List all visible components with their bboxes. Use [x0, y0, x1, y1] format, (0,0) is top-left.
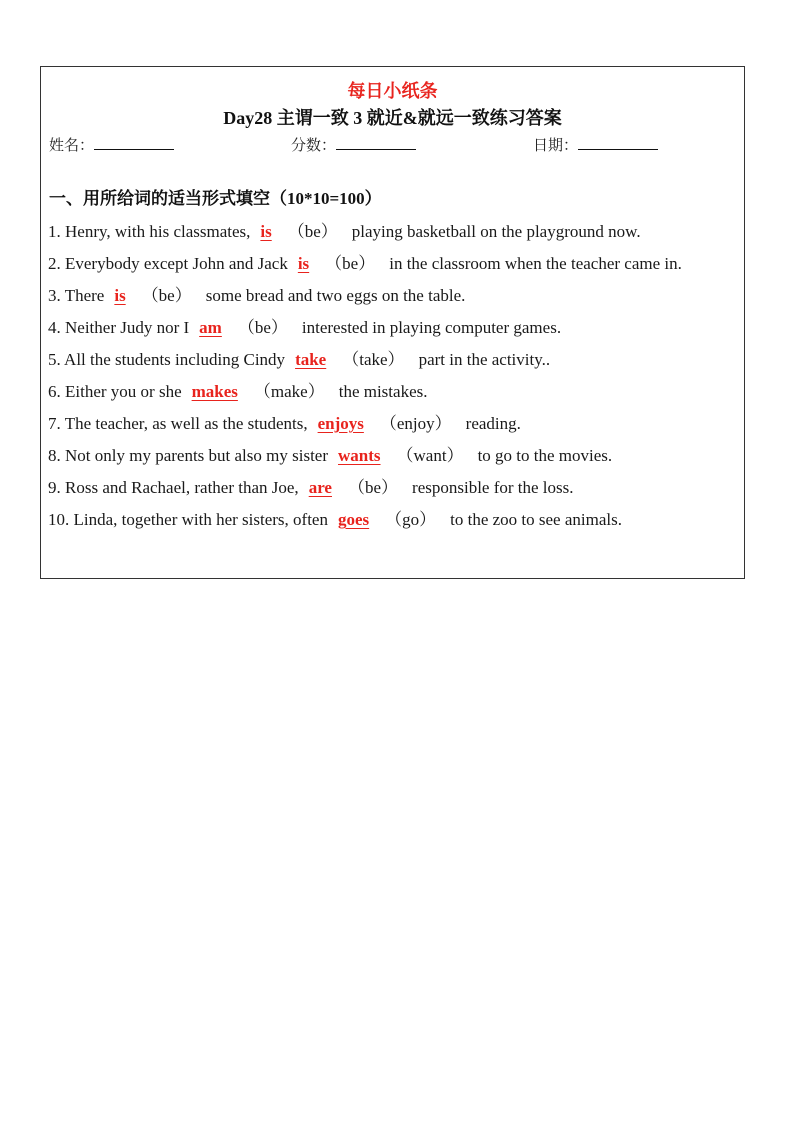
question-suffix: playing basketball on the playground now. [351, 222, 641, 241]
question-suffix: in the classroom when the teacher came in. [389, 254, 682, 273]
question-prefix: 5. All the students including Cindy [48, 350, 286, 369]
question-4 [48, 313, 561, 338]
question-9 [48, 473, 574, 498]
answer-blank: am [199, 318, 222, 337]
question-6 [48, 377, 427, 402]
answer-blank: is [114, 286, 126, 305]
question-hint: （be） [141, 286, 192, 305]
question-suffix: responsible for the loss. [412, 478, 574, 497]
question-suffix: part in the activity.. [418, 350, 551, 369]
question-8 [48, 441, 612, 466]
question-1 [48, 217, 641, 242]
answer-blank: is [297, 254, 310, 273]
worksheet-subtitle: Day28 主谓一致 3 就近&就远一致练习答案 [223, 108, 562, 128]
question-prefix: 8. Not only my parents but also my sister [48, 446, 329, 465]
section-heading: 一、用所给词的适当形式填空（10*10=100） [49, 189, 382, 208]
question-hint: （be） [287, 222, 338, 241]
question-hint: （make） [253, 382, 325, 401]
worksheet-title: 每日小纸条 [347, 81, 438, 101]
answer-blank: makes [191, 382, 238, 401]
question-prefix: 4. Neither Judy nor I [48, 318, 190, 337]
question-prefix: 1. Henry, with his classmates, [48, 222, 251, 241]
worksheet [40, 66, 745, 579]
question-2 [48, 249, 682, 274]
question-suffix: the mistakes. [338, 382, 428, 401]
question-prefix: 3. There [48, 286, 105, 305]
question-suffix: interested in playing computer games. [301, 318, 562, 337]
question-5 [48, 345, 550, 370]
question-prefix: 6. Either you or she [48, 382, 182, 401]
answer-blank: enjoys [317, 414, 364, 433]
question-hint: （go） [385, 510, 437, 529]
question-prefix: 2. Everybody except John and Jack [48, 254, 288, 273]
answer-blank: is [260, 222, 272, 241]
question-suffix: some bread and two eggs on the table. [205, 286, 466, 305]
question-10 [48, 505, 622, 530]
question-7 [48, 409, 521, 434]
score-field [291, 134, 416, 155]
question-prefix: 7. The teacher, as well as the students, [48, 414, 308, 433]
answer-blank: goes [337, 510, 370, 529]
question-suffix: to go to the movies. [477, 446, 613, 465]
question-hint: （be） [347, 478, 399, 497]
question-hint: （enjoy） [379, 414, 452, 433]
question-suffix: reading. [465, 414, 521, 433]
score-blank [336, 135, 416, 150]
name-blank [94, 135, 174, 150]
name-field [49, 134, 174, 155]
answer-blank: are [308, 478, 332, 497]
answer-blank: take [295, 350, 327, 369]
question-hint: （want） [396, 446, 464, 465]
name-label: 姓名： [49, 138, 95, 154]
question-suffix: to the zoo to see animals. [450, 510, 622, 529]
answer-blank: wants [338, 446, 381, 465]
score-label: 分数： [291, 138, 337, 154]
date-label: 日期： [533, 138, 579, 154]
question-prefix: 10. Linda, together with her sisters, often [48, 510, 328, 529]
question-prefix: 9. Ross and Rachael, rather than Joe, [48, 478, 299, 497]
question-hint: （be） [325, 254, 376, 273]
question-hint: （be） [237, 318, 288, 337]
date-blank [578, 135, 658, 150]
question-3 [48, 281, 465, 306]
date-field [533, 134, 658, 155]
question-hint: （take） [342, 350, 405, 369]
